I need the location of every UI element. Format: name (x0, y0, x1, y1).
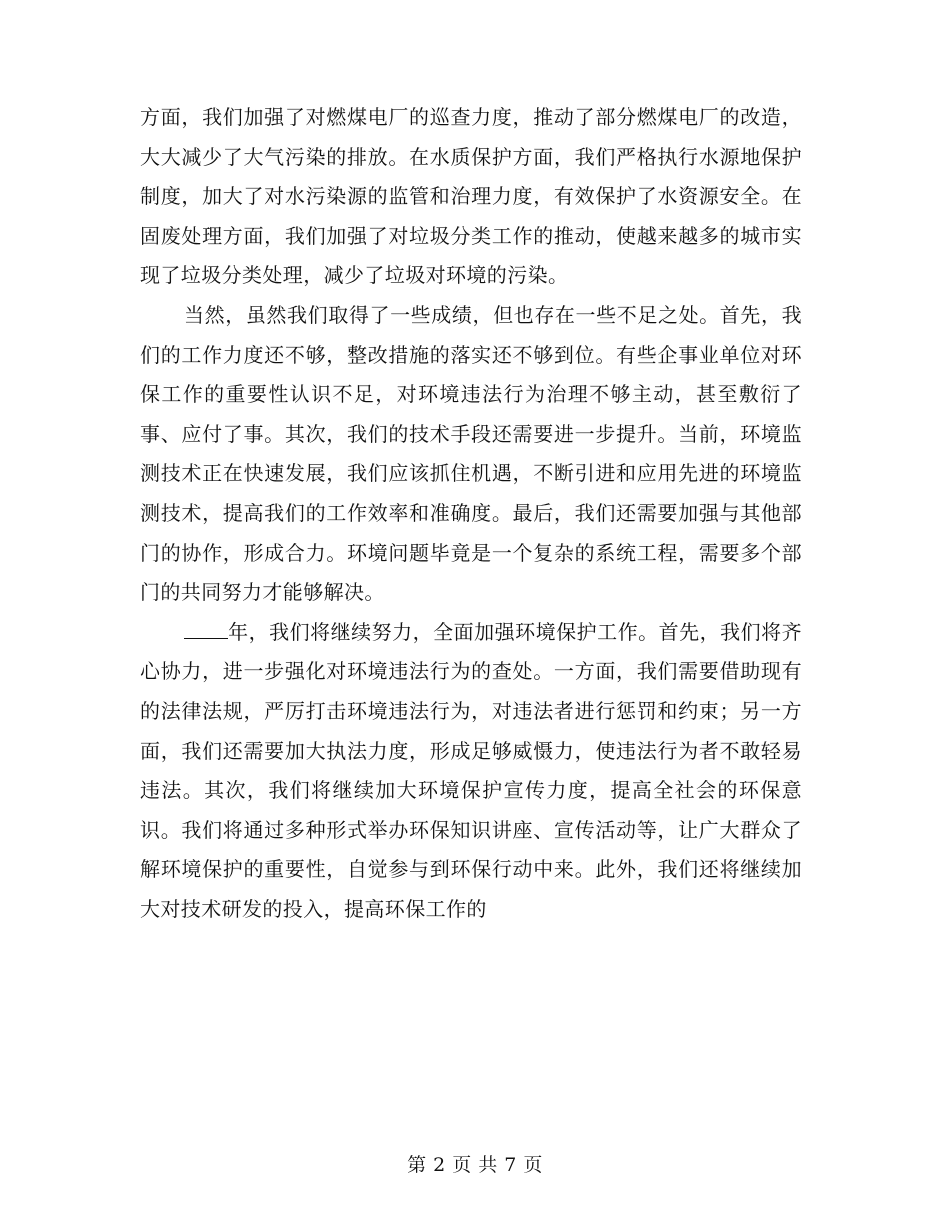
paragraph-1: 方面，我们加强了对燃煤电厂的巡查力度，推动了部分燃煤电厂的改造，大大减少了大气污染的排放。在水质保护方面，我们严格执行水源地保护制度，加大了对水污染源的监管和治理力度，有效保护了水资源安全。在固废处理方面，我们加强了对垃圾分类工作的推动，使越来越多的城市实现了垃圾分类处理，减少了垃圾对环境的污染。 (140, 105, 802, 288)
document-body (140, 98, 802, 929)
paragraph-3 (140, 613, 802, 930)
page-footer: 第 2 页 共 7 页 (407, 1154, 543, 1176)
paragraph-3-text: 年，我们将继续努力，全面加强环境保护工作。首先，我们将齐心协力，进一步强化对环境违法行为的查处。一方面，我们需要借助现有的法律法规，严厉打击环境违法行为，对违法者进行惩罚和约束；另一方面，我们还需要加大执法力度，形成足够威慑力，使违法行为者不敢轻易违法。其次，我们将继续加大环境保护宣传力度，提高全社会的环保意识。我们将通过多种形式举办环保知识讲座、宣传活动等，让广大群众了解环境保护的重要性，自觉参与到环保行动中来。此外，我们还将继续加大对技术研发的投入，提高环保工作的 (140, 619, 802, 921)
year-blank (184, 620, 228, 639)
paragraph-2: 当然，虽然我们取得了一些成绩，但也存在一些不足之处。首先，我们的工作力度还不够，整改措施的落实还不够到位。有些企事业单位对环保工作的重要性认识不足，对环境违法行为治理不够主动，甚至敷衍了事、应付了事。其次，我们的技术手段还需要进一步提升。当前，环境监测技术正在快速发展，我们应该抓住机遇，不断引进和应用先进的环境监测技术，提高我们的工作效率和准确度。最后，我们还需要加强与其他部门的协作，形成合力。环境问题毕竟是一个复杂的系统工程，需要多个部门的共同努力才能够解决。 (140, 302, 802, 605)
